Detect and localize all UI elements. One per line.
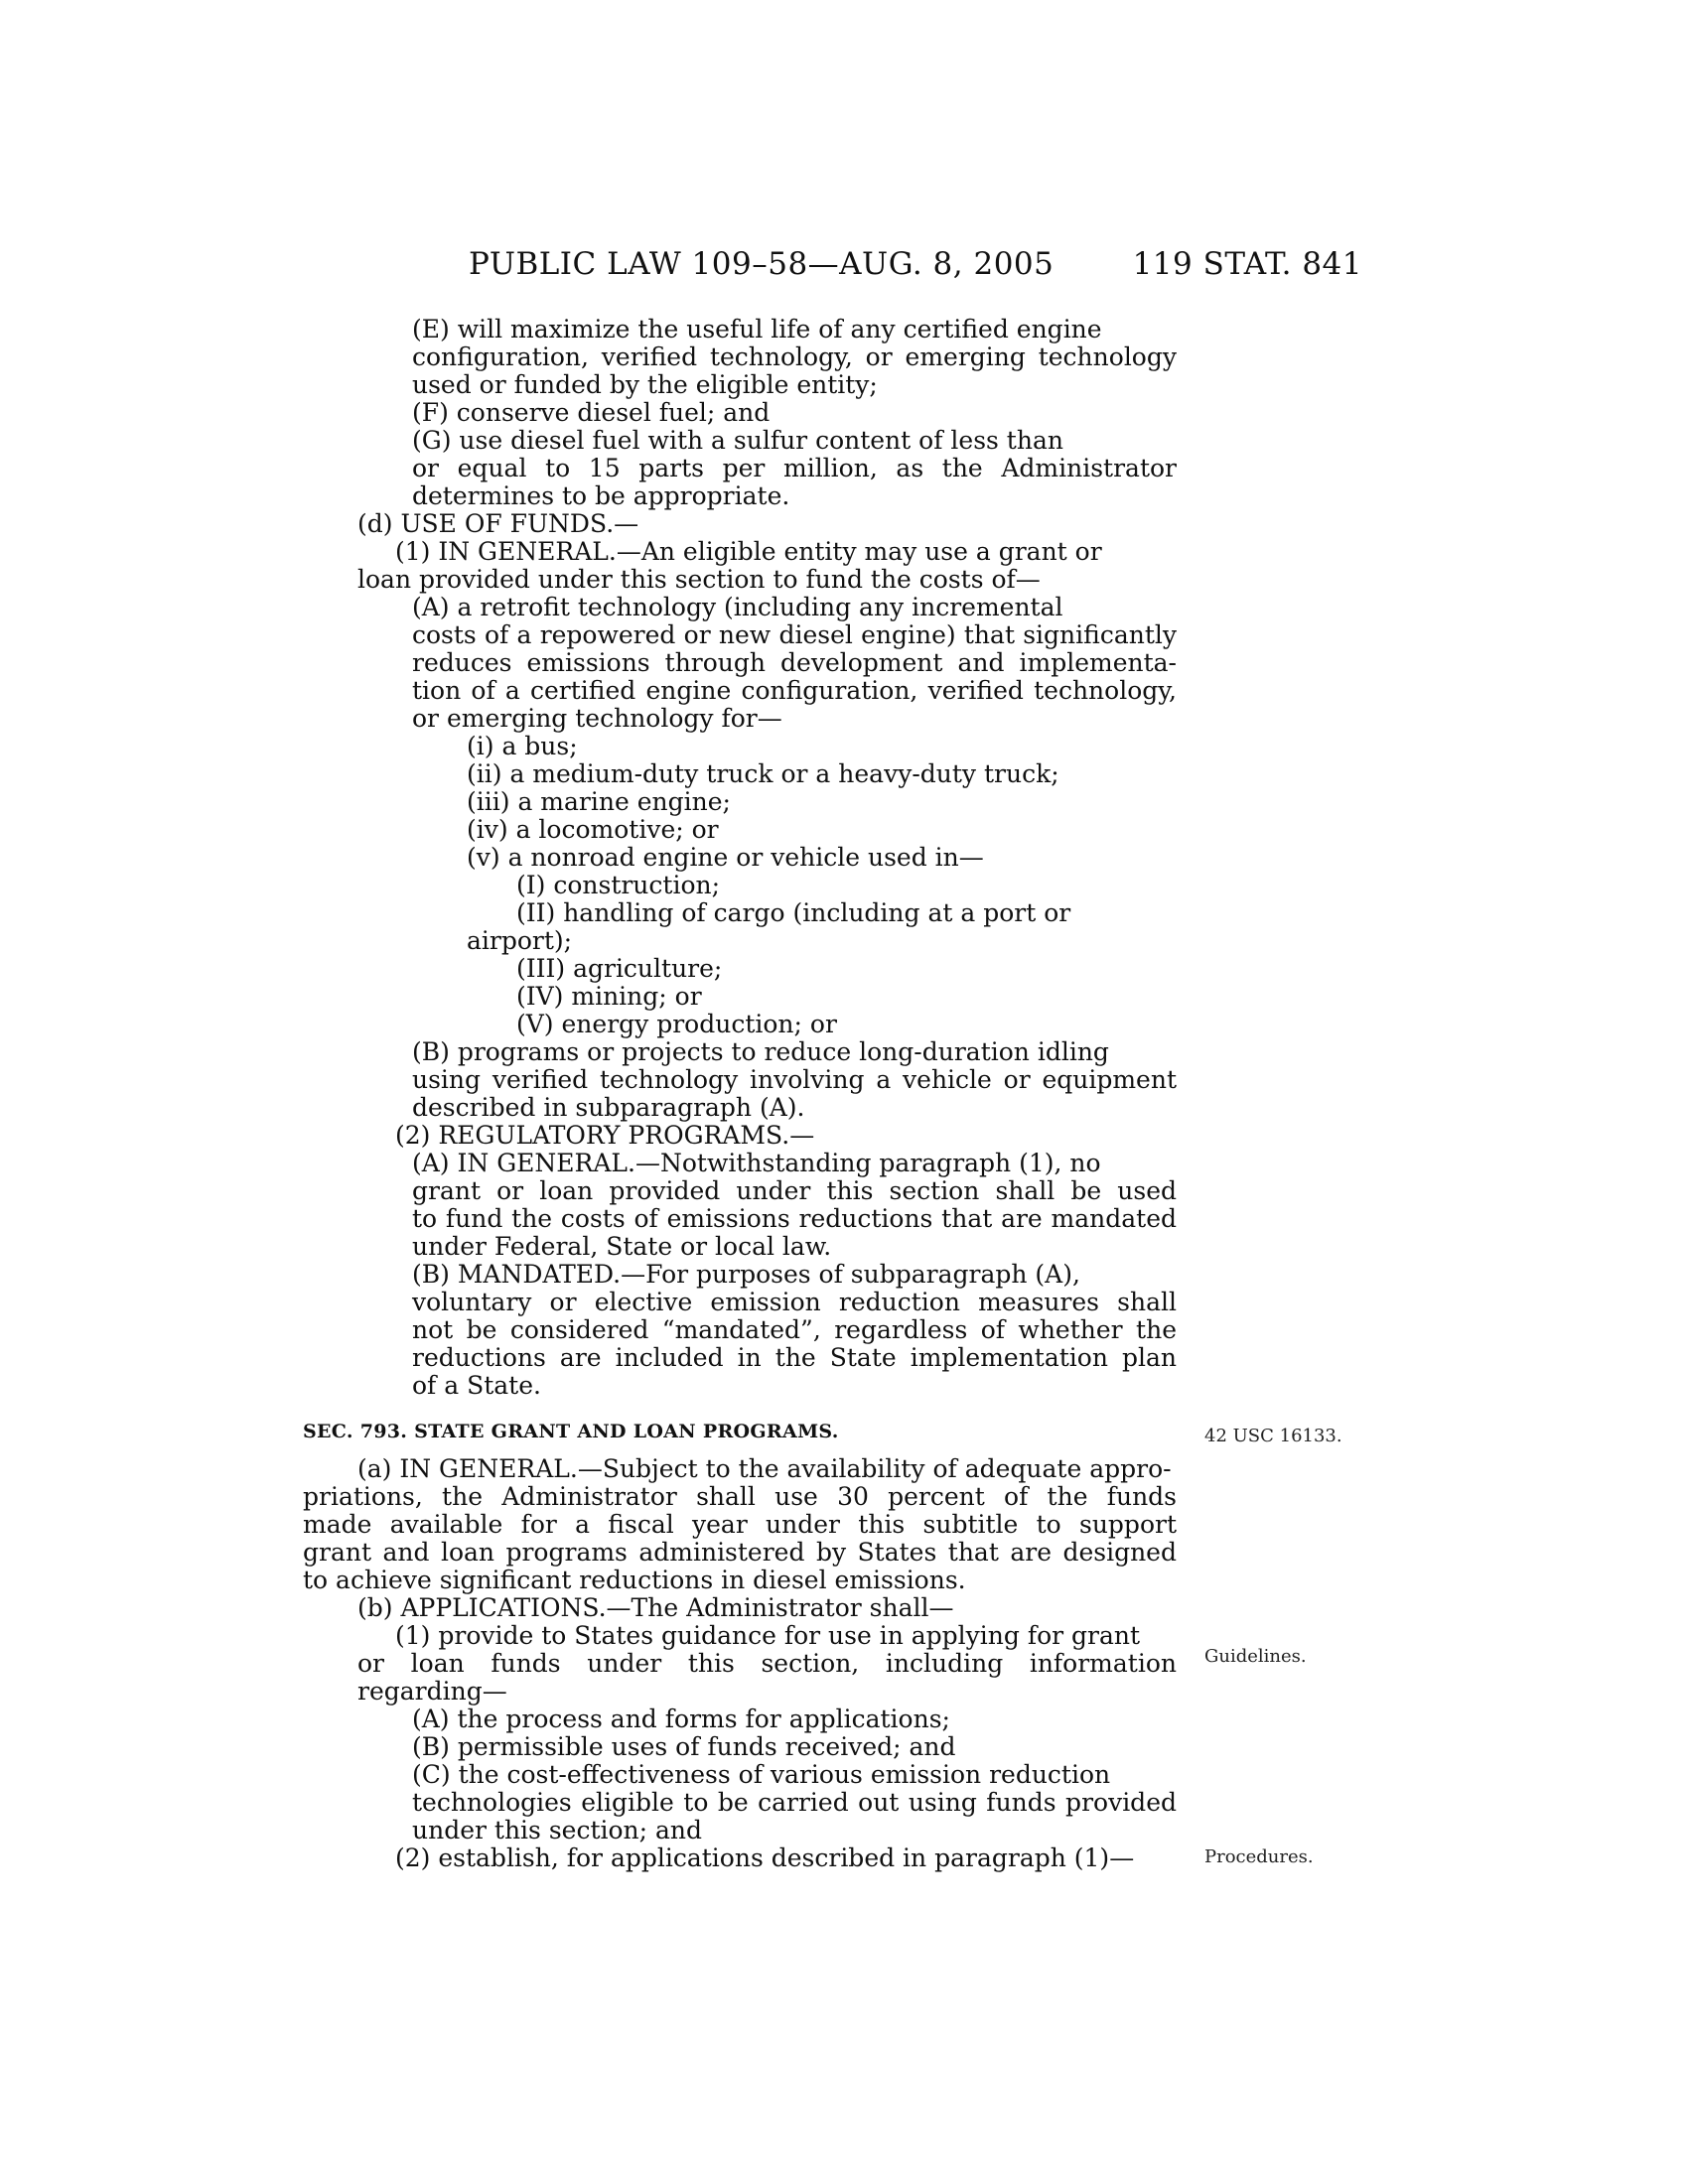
text-line: (2) establish, for applications described in paragraph (1)— (395, 1843, 1135, 1872)
text-line: (v) a nonroad engine or vehicle used in— (467, 843, 984, 872)
text-line: (A) a retrofit technology (including any incremental (412, 593, 1063, 621)
text-line: (1) provide to States guidance for use in applying for grant (395, 1621, 1141, 1650)
text-line: configuration, verified technology, or emerging technology (412, 343, 1177, 371)
text-line: determines to be appropriate. (412, 481, 790, 510)
text-line: or loan funds under this section, including information (357, 1650, 1177, 1678)
subsection-heading: (b) APPLICATIONS.—The Administrator shall— (357, 1593, 954, 1622)
margin-note-guidelines: Guidelines. (1204, 1646, 1307, 1667)
text-line: not be considered “mandated”, regardless of whether the (412, 1316, 1177, 1344)
text-line: using verified technology involving a vehicle or equipment (412, 1066, 1177, 1094)
text-line: (I) construction; (516, 871, 721, 899)
text-line: (B) programs or projects to reduce long-duration idling (412, 1037, 1109, 1066)
text-line: tion of a certified engine configuration, verified technology, (412, 677, 1177, 705)
text-line: (B) MANDATED.—For purposes of subparagraph (A), (412, 1260, 1080, 1289)
statute-text (303, 315, 1177, 1872)
text-line: (F) conserve diesel fuel; and (412, 398, 771, 427)
text-line: regarding— (357, 1677, 507, 1706)
margin-note-usc-citation: 42 USC 16133. (1204, 1426, 1342, 1446)
text-line: reduces emissions through development and implementa- (412, 649, 1177, 677)
text-line: (IV) mining; or (516, 982, 702, 1011)
text-line: (II) handling of cargo (including at a port or (516, 898, 1071, 927)
text-line: priations, the Administrator shall use 30 percent of the funds (303, 1483, 1177, 1511)
text-line: (1) IN GENERAL.—An eligible entity may use a grant or (395, 537, 1102, 566)
text-line: used or funded by the eligible entity; (412, 370, 878, 399)
text-line: under Federal, State or local law. (412, 1232, 832, 1261)
text-line: (G) use diesel fuel with a sulfur content of less than (412, 426, 1063, 455)
text-line: airport); (467, 926, 573, 955)
text-line: loan provided under this section to fund the costs of— (357, 565, 1041, 594)
text-line: (a) IN GENERAL.—Subject to the availability of adequate appro- (357, 1454, 1172, 1483)
statute-page-number: 119 STAT. 841 (1132, 246, 1362, 282)
text-line: to achieve significant reductions in diesel emissions. (303, 1566, 966, 1594)
text-line: grant or loan provided under this section shall be used (412, 1177, 1177, 1205)
text-line: (III) agriculture; (516, 954, 723, 983)
public-law-title: PUBLIC LAW 109–58—AUG. 8, 2005 (469, 246, 1055, 282)
text-line: of a State. (412, 1371, 541, 1400)
margin-note-procedures: Procedures. (1204, 1846, 1314, 1867)
text-line: under this section; and (412, 1816, 703, 1844)
paragraph-heading: (2) REGULATORY PROGRAMS.— (395, 1121, 815, 1150)
text-line: (B) permissible uses of funds received; and (412, 1732, 956, 1761)
text-line: made available for a fiscal year under this subtitle to support (303, 1511, 1177, 1539)
text-line: (iv) a locomotive; or (467, 815, 719, 844)
text-line: (V) energy production; or (516, 1010, 837, 1038)
text-line: grant and loan programs administered by States that are designed (303, 1539, 1177, 1567)
text-line: (i) a bus; (467, 732, 578, 760)
text-line: or emerging technology for— (412, 704, 782, 733)
text-line: costs of a repowered or new diesel engine) that significantly (412, 621, 1177, 649)
text-line: voluntary or elective emission reduction measures shall (412, 1289, 1177, 1316)
text-line: (A) the process and forms for applications; (412, 1705, 950, 1733)
text-line: reductions are included in the State implementation plan (412, 1344, 1177, 1372)
subsection-heading: (d) USE OF FUNDS.— (357, 509, 639, 538)
text-line: or equal to 15 parts per million, as the Administrator (412, 455, 1177, 482)
section-heading: SEC. 793. STATE GRANT AND LOAN PROGRAMS. (303, 1421, 839, 1442)
text-line: (ii) a medium-duty truck or a heavy-duty truck; (467, 759, 1059, 788)
text-line: (A) IN GENERAL.—Notwithstanding paragraph (1), no (412, 1149, 1101, 1177)
text-line: to fund the costs of emissions reductions that are mandated (412, 1205, 1177, 1233)
text-line: (C) the cost-effectiveness of various emission reduction (412, 1760, 1111, 1789)
text-line: (E) will maximize the useful life of any certified engine (412, 315, 1102, 343)
text-line: technologies eligible to be carried out using funds provided (412, 1789, 1177, 1817)
text-line: described in subparagraph (A). (412, 1093, 805, 1122)
text-line: (iii) a marine engine; (467, 787, 731, 816)
